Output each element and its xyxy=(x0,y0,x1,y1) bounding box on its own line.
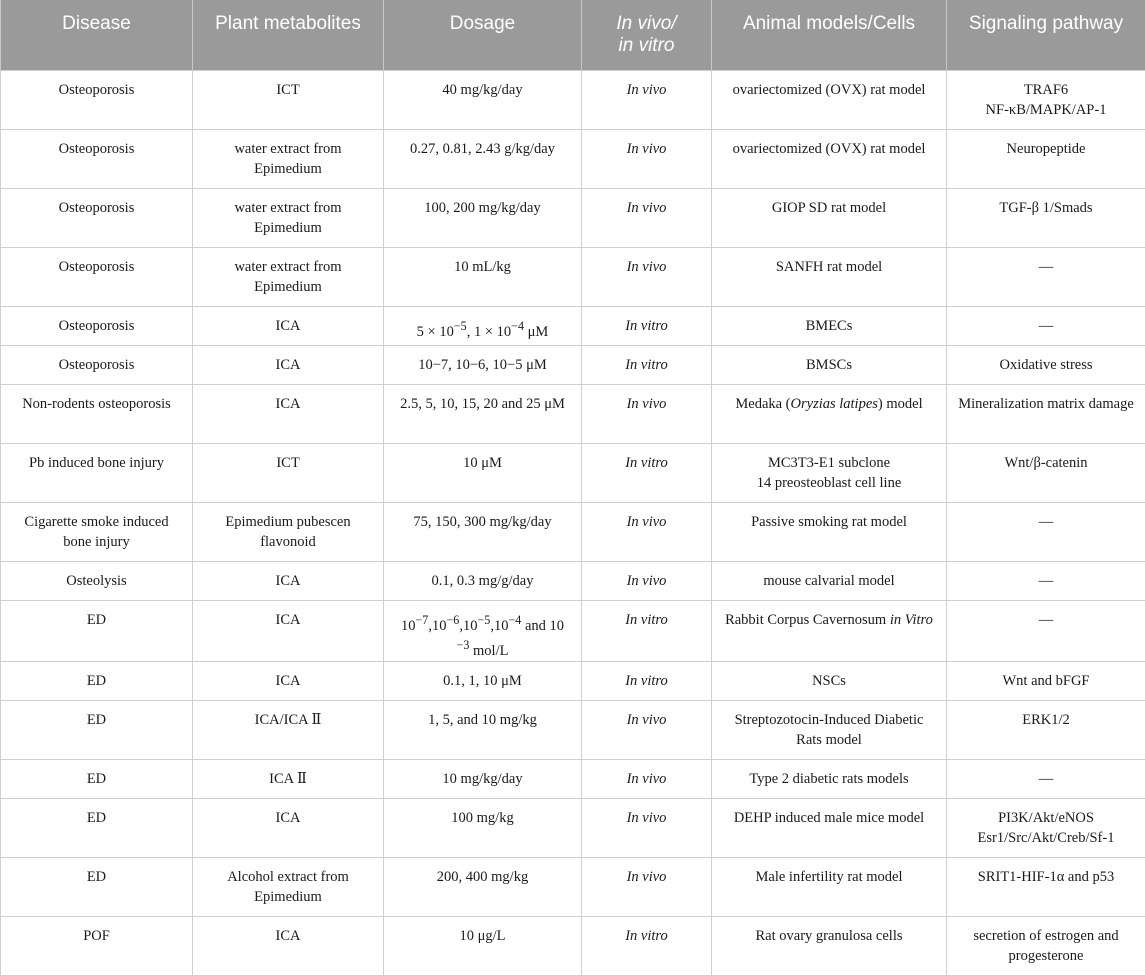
model-line2: 14 preosteoblast cell line xyxy=(757,475,902,491)
header-row xyxy=(1,0,1145,70)
cell-pathway: Mineralization matrix damage xyxy=(947,384,1145,443)
dosage-exponent: −6 xyxy=(446,613,459,627)
header-signaling-pathway: Signaling pathway xyxy=(947,0,1145,70)
model-part: Medaka ( xyxy=(735,396,790,412)
cell-model: ovariectomized (OVX) rat model xyxy=(712,129,947,188)
header-disease: Disease xyxy=(1,0,193,70)
table-row xyxy=(1,502,1145,561)
table-row xyxy=(1,760,1145,799)
cell-metabolite: water extract from Epimedium xyxy=(193,247,384,306)
cell-dosage: 40 mg/kg/day xyxy=(384,70,582,129)
cell-disease: Osteolysis xyxy=(1,561,193,600)
dosage-part: mol/L xyxy=(469,643,508,659)
cell-mode xyxy=(582,306,712,345)
cell-model: Streptozotocin-Induced Diabetic Rats model xyxy=(712,701,947,760)
dosage-exponent: −5 xyxy=(454,319,467,333)
cell-disease: Osteoporosis xyxy=(1,345,193,384)
header-animal-models: Animal models/Cells xyxy=(712,0,947,70)
cell-pathway: SRIT1-HIF-1α and p53 xyxy=(947,858,1145,917)
cell-mode xyxy=(582,188,712,247)
mode-text: In vitro xyxy=(625,357,668,373)
cell-mode xyxy=(582,345,712,384)
cell-metabolite: water extract from Epimedium xyxy=(193,129,384,188)
cell-pathway: — xyxy=(947,561,1145,600)
cell-disease: POF xyxy=(1,917,193,976)
mode-text: In vitro xyxy=(625,318,668,334)
table-row xyxy=(1,858,1145,917)
mode-text: In vitro xyxy=(625,455,668,471)
cell-model: GIOP SD rat model xyxy=(712,188,947,247)
cell-dosage: 10 mL/kg xyxy=(384,247,582,306)
cell-dosage: 100, 200 mg/kg/day xyxy=(384,188,582,247)
dosage-exponent: −4 xyxy=(508,613,521,627)
mode-text: In vivo xyxy=(627,82,667,98)
cell-mode xyxy=(582,443,712,502)
dosage-part: ,10 xyxy=(459,617,477,633)
mode-text: In vivo xyxy=(627,869,667,885)
dosage-part: μM xyxy=(524,323,548,339)
dosage-exponent: −5 xyxy=(477,613,490,627)
cell-disease: ED xyxy=(1,662,193,701)
cell-disease: Osteoporosis xyxy=(1,306,193,345)
cell-mode xyxy=(582,70,712,129)
table-row xyxy=(1,443,1145,502)
mode-text: In vitro xyxy=(625,928,668,944)
model-line1: MC3T3-E1 subclone xyxy=(768,455,890,471)
table-row xyxy=(1,662,1145,701)
pathway-line2: Esr1/Src/Akt/Creb/Sf-1 xyxy=(978,830,1115,846)
cell-model: ovariectomized (OVX) rat model xyxy=(712,70,947,129)
cell-dosage: 10 mg/kg/day xyxy=(384,760,582,799)
cell-pathway: — xyxy=(947,600,1145,662)
table-row xyxy=(1,247,1145,306)
dosage-part: and 10 xyxy=(521,617,564,633)
cell-mode xyxy=(582,384,712,443)
cell-mode xyxy=(582,600,712,662)
cell-metabolite: ICA xyxy=(193,561,384,600)
cell-dosage xyxy=(384,306,582,345)
cell-pathway: Neuropeptide xyxy=(947,129,1145,188)
cell-pathway: — xyxy=(947,760,1145,799)
dosage-part: , 1 × 10 xyxy=(467,323,511,339)
dosage-part: ,10 xyxy=(490,617,508,633)
cell-mode xyxy=(582,247,712,306)
table-row xyxy=(1,600,1145,662)
dosage-part: 5 × 10 xyxy=(417,323,454,339)
dosage-exponent: −3 xyxy=(457,638,470,652)
dosage-part: 10 xyxy=(401,617,416,633)
table-row xyxy=(1,701,1145,760)
mode-text: In vivo xyxy=(627,141,667,157)
cell-pathway: secretion of estrogen and progesterone xyxy=(947,917,1145,976)
cell-metabolite: ICA xyxy=(193,345,384,384)
cell-disease: Osteoporosis xyxy=(1,129,193,188)
model-part: ) model xyxy=(878,396,923,412)
cell-dosage: 1, 5, and 10 mg/kg xyxy=(384,701,582,760)
cell-disease: Osteoporosis xyxy=(1,247,193,306)
table-row xyxy=(1,345,1145,384)
cell-mode xyxy=(582,561,712,600)
cell-pathway: TGF-β 1/Smads xyxy=(947,188,1145,247)
dosage-exponent: −4 xyxy=(511,319,524,333)
cell-dosage: 0.1, 0.3 mg/g/day xyxy=(384,561,582,600)
cell-model: BMECs xyxy=(712,306,947,345)
mode-text: In vivo xyxy=(627,259,667,275)
cell-mode xyxy=(582,858,712,917)
cell-model xyxy=(712,600,947,662)
cell-disease: ED xyxy=(1,701,193,760)
cell-pathway: — xyxy=(947,306,1145,345)
cell-mode xyxy=(582,502,712,561)
cell-disease: ED xyxy=(1,760,193,799)
cell-dosage: 0.1, 1, 10 μM xyxy=(384,662,582,701)
cell-pathway: Wnt/β-catenin xyxy=(947,443,1145,502)
cell-mode xyxy=(582,760,712,799)
cell-dosage: 10 μM xyxy=(384,443,582,502)
table-row xyxy=(1,188,1145,247)
cell-metabolite: ICA xyxy=(193,384,384,443)
cell-model xyxy=(712,384,947,443)
cell-pathway: — xyxy=(947,502,1145,561)
cell-pathway: Wnt and bFGF xyxy=(947,662,1145,701)
cell-metabolite: Alcohol extract from Epimedium xyxy=(193,858,384,917)
cell-dosage: 10−7, 10−6, 10−5 μM xyxy=(384,345,582,384)
header-dosage: Dosage xyxy=(384,0,582,70)
cell-metabolite: ICA xyxy=(193,306,384,345)
dosage-exponent: −7 xyxy=(416,613,429,627)
mode-text: In vivo xyxy=(627,514,667,530)
cell-metabolite: ICT xyxy=(193,70,384,129)
cell-pathway: Oxidative stress xyxy=(947,345,1145,384)
cell-disease: Osteoporosis xyxy=(1,70,193,129)
cell-dosage: 100 mg/kg xyxy=(384,799,582,858)
cell-mode xyxy=(582,662,712,701)
cell-disease: Cigarette smoke induced bone injury xyxy=(1,502,193,561)
header-plant-metabolites: Plant metabolites xyxy=(193,0,384,70)
cell-dosage: 200, 400 mg/kg xyxy=(384,858,582,917)
mode-text: In vitro xyxy=(625,612,668,628)
cell-dosage: 10 μg/L xyxy=(384,917,582,976)
table-row xyxy=(1,384,1145,443)
pathway-line1: TRAF6 xyxy=(1024,82,1068,98)
cell-model: DEHP induced male mice model xyxy=(712,799,947,858)
cell-dosage: 2.5, 5, 10, 15, 20 and 25 μM xyxy=(384,384,582,443)
table-row xyxy=(1,917,1145,976)
cell-mode xyxy=(582,917,712,976)
cell-metabolite: ICA/ICA Ⅱ xyxy=(193,701,384,760)
cell-dosage: 0.27, 0.81, 2.43 g/kg/day xyxy=(384,129,582,188)
model-italic: in Vitro xyxy=(890,612,933,628)
mode-text: In vivo xyxy=(627,712,667,728)
mode-text: In vivo xyxy=(627,200,667,216)
table-row xyxy=(1,129,1145,188)
cell-metabolite: ICA xyxy=(193,600,384,662)
cell-disease: Osteoporosis xyxy=(1,188,193,247)
cell-metabolite: ICA xyxy=(193,662,384,701)
cell-dosage: 75, 150, 300 mg/kg/day xyxy=(384,502,582,561)
cell-metabolite: ICT xyxy=(193,443,384,502)
pathway-line2: NF-κB/MAPK/AP-1 xyxy=(986,102,1107,118)
cell-metabolite: ICA xyxy=(193,917,384,976)
cell-model: mouse calvarial model xyxy=(712,561,947,600)
dosage-part: ,10 xyxy=(428,617,446,633)
cell-dosage xyxy=(384,600,582,662)
header-in-vivo-in-vitro xyxy=(582,0,712,70)
model-part: Rabbit Corpus Cavernosum xyxy=(725,612,890,628)
cell-disease: Non-rodents osteoporosis xyxy=(1,384,193,443)
cell-mode xyxy=(582,701,712,760)
cell-model: Rat ovary granulosa cells xyxy=(712,917,947,976)
table-row xyxy=(1,799,1145,858)
table-row xyxy=(1,70,1145,129)
cell-disease: Pb induced bone injury xyxy=(1,443,193,502)
mode-text: In vivo xyxy=(627,573,667,589)
pathway-line1: PI3K/Akt/eNOS xyxy=(998,810,1094,826)
cell-model: Passive smoking rat model xyxy=(712,502,947,561)
species-name: Oryzias latipes xyxy=(791,396,878,412)
cell-disease: ED xyxy=(1,799,193,858)
cell-pathway xyxy=(947,70,1145,129)
cell-metabolite: Epimedium pubescen flavonoid xyxy=(193,502,384,561)
cell-mode xyxy=(582,129,712,188)
cell-model: Type 2 diabetic rats models xyxy=(712,760,947,799)
cell-model: BMSCs xyxy=(712,345,947,384)
cell-metabolite: water extract from Epimedium xyxy=(193,188,384,247)
table-row xyxy=(1,306,1145,345)
cell-pathway: — xyxy=(947,247,1145,306)
cell-model xyxy=(712,443,947,502)
cell-mode xyxy=(582,799,712,858)
cell-disease: ED xyxy=(1,858,193,917)
mode-text: In vivo xyxy=(627,396,667,412)
table-row xyxy=(1,561,1145,600)
header-in-vivo-line1: In vivo/ xyxy=(616,13,676,34)
cell-pathway xyxy=(947,799,1145,858)
cell-metabolite: ICA xyxy=(193,799,384,858)
cell-model: NSCs xyxy=(712,662,947,701)
cell-model: Male infertility rat model xyxy=(712,858,947,917)
header-in-vivo-line2: in vitro xyxy=(619,35,675,56)
cell-disease: ED xyxy=(1,600,193,662)
mode-text: In vitro xyxy=(625,673,668,689)
mode-text: In vivo xyxy=(627,810,667,826)
cell-model: SANFH rat model xyxy=(712,247,947,306)
cell-pathway: ERK1/2 xyxy=(947,701,1145,760)
cell-metabolite: ICA Ⅱ xyxy=(193,760,384,799)
mode-text: In vivo xyxy=(627,771,667,787)
